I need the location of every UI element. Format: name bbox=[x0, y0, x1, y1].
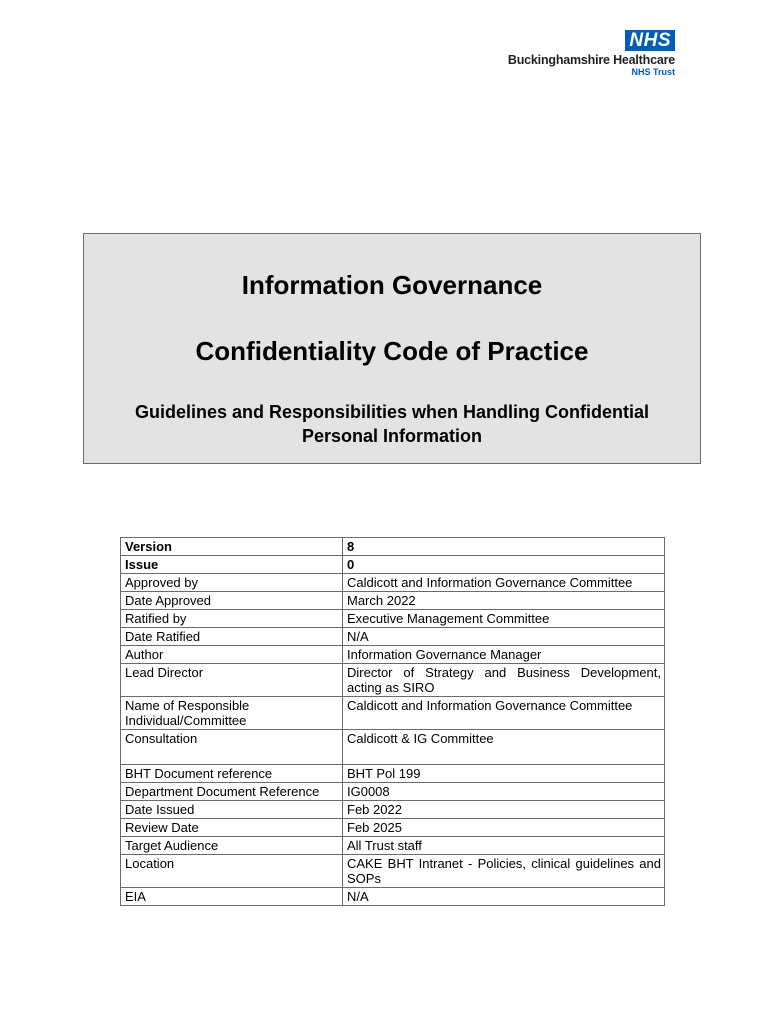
table-row bbox=[121, 556, 665, 574]
row-value: Caldicott and Information Governance Committee bbox=[343, 697, 665, 730]
row-key: Name of Responsible Individual/Committee bbox=[121, 697, 343, 730]
row-value: 8 bbox=[343, 538, 665, 556]
table-row bbox=[121, 646, 665, 664]
table-row bbox=[121, 888, 665, 906]
table-row bbox=[121, 574, 665, 592]
org-sub: NHS Trust bbox=[631, 67, 675, 77]
row-value: CAKE BHT Intranet - Policies, clinical guidelines and SOPs bbox=[343, 855, 665, 888]
row-key: Department Document Reference bbox=[121, 783, 343, 801]
table-row bbox=[121, 765, 665, 783]
document-subtitle: Guidelines and Responsibilities when Handling Confidential Personal Information bbox=[134, 402, 650, 446]
row-key: Date Ratified bbox=[121, 628, 343, 646]
row-key: Location bbox=[121, 855, 343, 888]
row-value: Director of Strategy and Business Development, acting as SIRO bbox=[343, 664, 665, 697]
table-row bbox=[121, 730, 665, 765]
row-value: N/A bbox=[343, 628, 665, 646]
row-value: IG0008 bbox=[343, 783, 665, 801]
table-row bbox=[121, 783, 665, 801]
row-key: Issue bbox=[121, 556, 343, 574]
row-value: N/A bbox=[343, 888, 665, 906]
nhs-badge: NHS bbox=[625, 30, 675, 51]
row-value: March 2022 bbox=[343, 592, 665, 610]
table-row bbox=[121, 592, 665, 610]
table-row bbox=[121, 628, 665, 646]
document-metadata-table bbox=[120, 537, 665, 906]
row-value: Information Governance Manager bbox=[343, 646, 665, 664]
row-key: Approved by bbox=[121, 574, 343, 592]
table-row bbox=[121, 819, 665, 837]
row-value: Executive Management Committee bbox=[343, 610, 665, 628]
row-key: Review Date bbox=[121, 819, 343, 837]
row-key: Target Audience bbox=[121, 837, 343, 855]
row-key: Version bbox=[121, 538, 343, 556]
document-category: Information Governance bbox=[241, 270, 543, 300]
table-row bbox=[121, 837, 665, 855]
row-key: Lead Director bbox=[121, 664, 343, 697]
table-row bbox=[121, 697, 665, 730]
nhs-logo bbox=[495, 30, 675, 77]
document-title: Confidentiality Code of Practice bbox=[195, 336, 589, 366]
table-row bbox=[121, 664, 665, 697]
row-value: 0 bbox=[343, 556, 665, 574]
row-key: EIA bbox=[121, 888, 343, 906]
row-value: All Trust staff bbox=[343, 837, 665, 855]
row-value: BHT Pol 199 bbox=[343, 765, 665, 783]
row-value: Feb 2022 bbox=[343, 801, 665, 819]
row-value: Feb 2025 bbox=[343, 819, 665, 837]
title-box bbox=[83, 233, 701, 464]
row-key: Date Issued bbox=[121, 801, 343, 819]
table-row bbox=[121, 610, 665, 628]
org-name: Buckinghamshire Healthcare bbox=[507, 53, 675, 67]
row-key: Date Approved bbox=[121, 592, 343, 610]
table-row bbox=[121, 538, 665, 556]
row-key: Consultation bbox=[121, 730, 343, 765]
row-value: Caldicott & IG Committee bbox=[343, 730, 665, 765]
row-key: Author bbox=[121, 646, 343, 664]
row-value: Caldicott and Information Governance Committee bbox=[343, 574, 665, 592]
row-key: Ratified by bbox=[121, 610, 343, 628]
row-key: BHT Document reference bbox=[121, 765, 343, 783]
table-row bbox=[121, 855, 665, 888]
table-row bbox=[121, 801, 665, 819]
